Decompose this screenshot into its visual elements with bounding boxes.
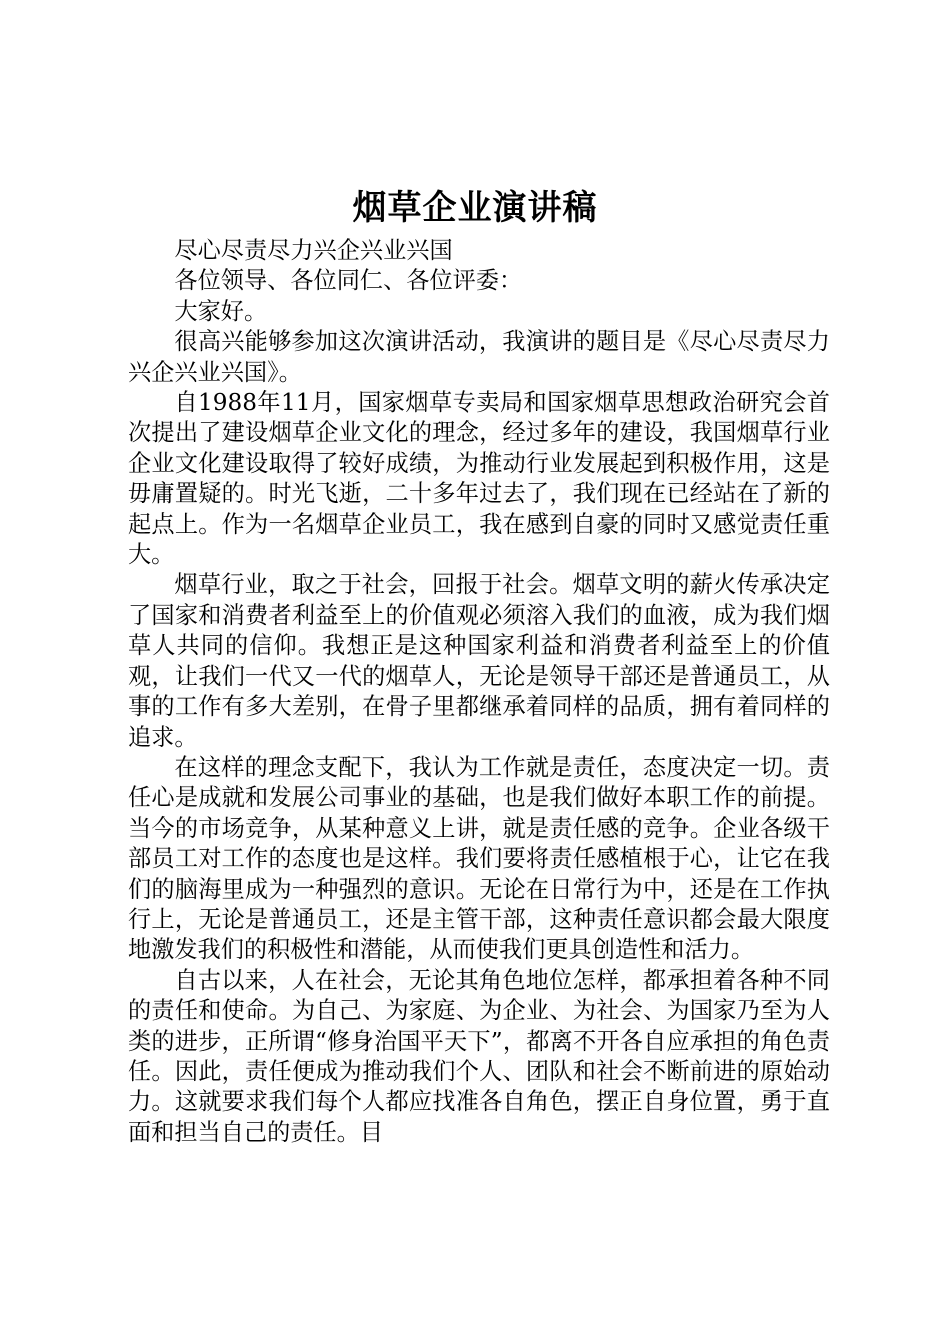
salutation: 各位领导、各位同仁、各位评委： — [174, 267, 523, 295]
body-paragraph: 自古以来，人在社会，无论其角色地位怎样，都承担着各种不同的责任和使命。为自己、为家庭、为企业、为社会、为国家乃至为人类的进步，正所谓“修身治国平天下”，都离不开各自应承担的角色责任。因此，责任便成为推动我们个人、团队和社会不断前进的原始动力。这就要求我们每个人都应找准各自角色，摆正自身位置，勇于直面和担当自己的责任。目 — [128, 966, 830, 1146]
body-paragraph: 很高兴能够参加这次演讲活动，我演讲的题目是《尽心尽责尽力兴企兴业兴国》。 — [128, 328, 830, 386]
document-title: 烟草企业演讲稿 — [352, 188, 598, 228]
body-paragraph: 在这样的理念支配下，我认为工作就是责任，态度决定一切。责任心是成就和发展公司事业的基础，也是我们做好本职工作的前提。当今的市场竞争，从某种意义上讲，就是责任感的竞争。企业各级干部员工对工作的态度也是这样。我们要将责任感植根于心，让它在我们的脑海里成为一种强烈的意识。无论在日常行为中，还是在工作执行上，无论是普通员工，还是主管干部，这种责任意识都会最大限度地激发我们的积极性和潜能，从而使我们更具创造性和活力。 — [128, 753, 830, 964]
body-paragraph: 自1988年11月，国家烟草专卖局和国家烟草思想政治研究会首次提出了建设烟草企业文化的理念，经过多年的建设，我国烟草行业企业文化建设取得了较好成绩，为推动行业发展起到积极作用，这是毋庸置疑的。时光飞逝，二十多年过去了，我们现在已经站在了新的起点上。作为一名烟草企业员工，我在感到自豪的同时又感觉责任重大。 — [128, 389, 830, 569]
greeting: 大家好。 — [174, 297, 268, 325]
body-paragraph: 烟草行业，取之于社会，回报于社会。烟草文明的薪火传承决定了国家和消费者利益至上的价值观必须溶入我们的血液，成为我们烟草人共同的信仰。我想正是这种国家利益和消费者利益至上的价值观，让我们一代又一代的烟草人，无论是领导干部还是普通员工，从事的工作有多大差别，在骨子里都继承着同样的品质，拥有着同样的追求。 — [128, 571, 830, 751]
document-body — [128, 236, 830, 1148]
speech-subtitle: 尽心尽责尽力兴企兴业兴国 — [174, 237, 453, 264]
